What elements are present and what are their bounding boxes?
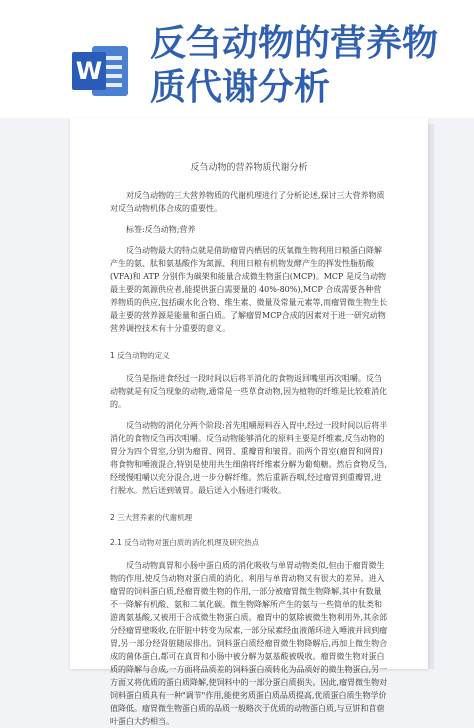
document-title: 反刍动物的营养物质代谢分析 xyxy=(190,163,308,173)
word-document-icon xyxy=(72,40,130,102)
word-icon-letter: W xyxy=(72,52,106,90)
section-1-paragraph: 反刍动物的消化分两个阶段:首先咀嚼原料吞入胃中,经过一段时间以后将半消化的食物反刍再次咀嚼。反刍动物能够消化的原料主要是纤维素,反刍动物的胃分为四个胃室,分别为瘤胃、网胃、重瓣胃和皱胃。前两个胃室(瘤胃和网胃)将食物和唾液混合,特别是使用共生细菌将纤维素分解为葡萄糖。然后食物反刍,经缓慢咀嚼以充分混合,进一步分解纤维。然后重新吞咽,经过瘤胃到重瓣胃,进行脱水。然后送到皱胃。最后送入小肠进行吸收。 xyxy=(110,421,388,495)
document-page xyxy=(70,118,428,726)
intro-paragraph: 反刍动物最大的特点就是借助瘤胃内栖居的厌氧微生物利用日粮蛋白降解产生的氨、肽和氨基酸作为氮源、利用日粮有机物发酵产生的挥发性脂肪酸(VFA)和 ATP 分别作为碳架和能量合成微生物蛋白(MCP)。MCP 是反刍动物最主要的氮源供应者,能提供蛋白需要量的 40%-80%),MCP 合成需要各种营养物质的供应,包括碳水化合物、维生素、微量及常量元素等,而瘤胃微生物生长最主要的营养源是能量和蛋白质。了解瘤胃MCP合成的因素对于进一研究动物营养调控技术有十分重要的意义。 xyxy=(110,246,388,333)
cover-banner xyxy=(0,0,474,118)
section-2-1-heading: 2.1 反刍动物对蛋白质的消化机理及研究热点 xyxy=(110,538,260,547)
section-2-heading: 2 三大营养素的代谢机理 xyxy=(110,513,193,522)
section-1-paragraph: 反刍是指进食经过一段时间以后将半消化的食物返回嘴里再次咀嚼。反刍动物就是有反刍现象的动物,通常是一些草食动物,因为植物的纤维是比较难消化的。 xyxy=(110,374,388,409)
keywords: 标签:反刍动物;营养 xyxy=(126,225,196,234)
section-1-heading: 1 反刍动物的定义 xyxy=(110,351,170,360)
abstract: 对反刍动物的三大营养物质的代谢机理进行了分析论述,探讨三大营养物质对反刍动物机体合成的重要性。 xyxy=(110,191,385,213)
section-2-1-paragraph: 反刍动物真胃和小肠中蛋白质的消化吸收与单胃动物类似,但由于瘤胃微生物的作用,使反刍动物对蛋白质的消化、利用与单胃动物又有很大的差异。进入瘤胃的饲料蛋白质,经瘤胃微生物的作用,一部分被瘤胃微生物降解,其中有数量不一降解有机酸、氨和二氧化碳。微生物降解所产生的氨与一些简单的肽类和游离氨基酸,又被用于合成微生物蛋白质。瘤胃中的氨除被微生物利用外,其余部分经瘤胃壁吸收,在肝脏中转变为尿素,一部分尿素经血液循环进入唾液并回到瘤胃,另一部分经肾脏随尿排出。饲料蛋白质经瘤胃微生物降解后,再加上微生物合成的菌体蛋白,都可在真胃和小肠中被分解为氨基酸被吸收。瘤胃微生物对蛋白质的降解与合成,一方面将品质差的饲料蛋白质转化为品质好的微生物蛋白,另一方面又将优质的蛋白质降解,使饲料中的一部分蛋白质损失。因此,瘤胃微生物对饲料蛋白质具有一种"调节"作用,能使劣质蛋白质品质提高,优质蛋白质生物学价值降低。瘤胃微生物蛋白质的品质一般略次于优质的动物蛋白质,与豆饼和苜蓿叶蛋白大约相当。 xyxy=(110,561,388,726)
document-body xyxy=(70,118,428,728)
cover-title: 反刍动物的营养物质代谢分析 xyxy=(150,23,439,108)
